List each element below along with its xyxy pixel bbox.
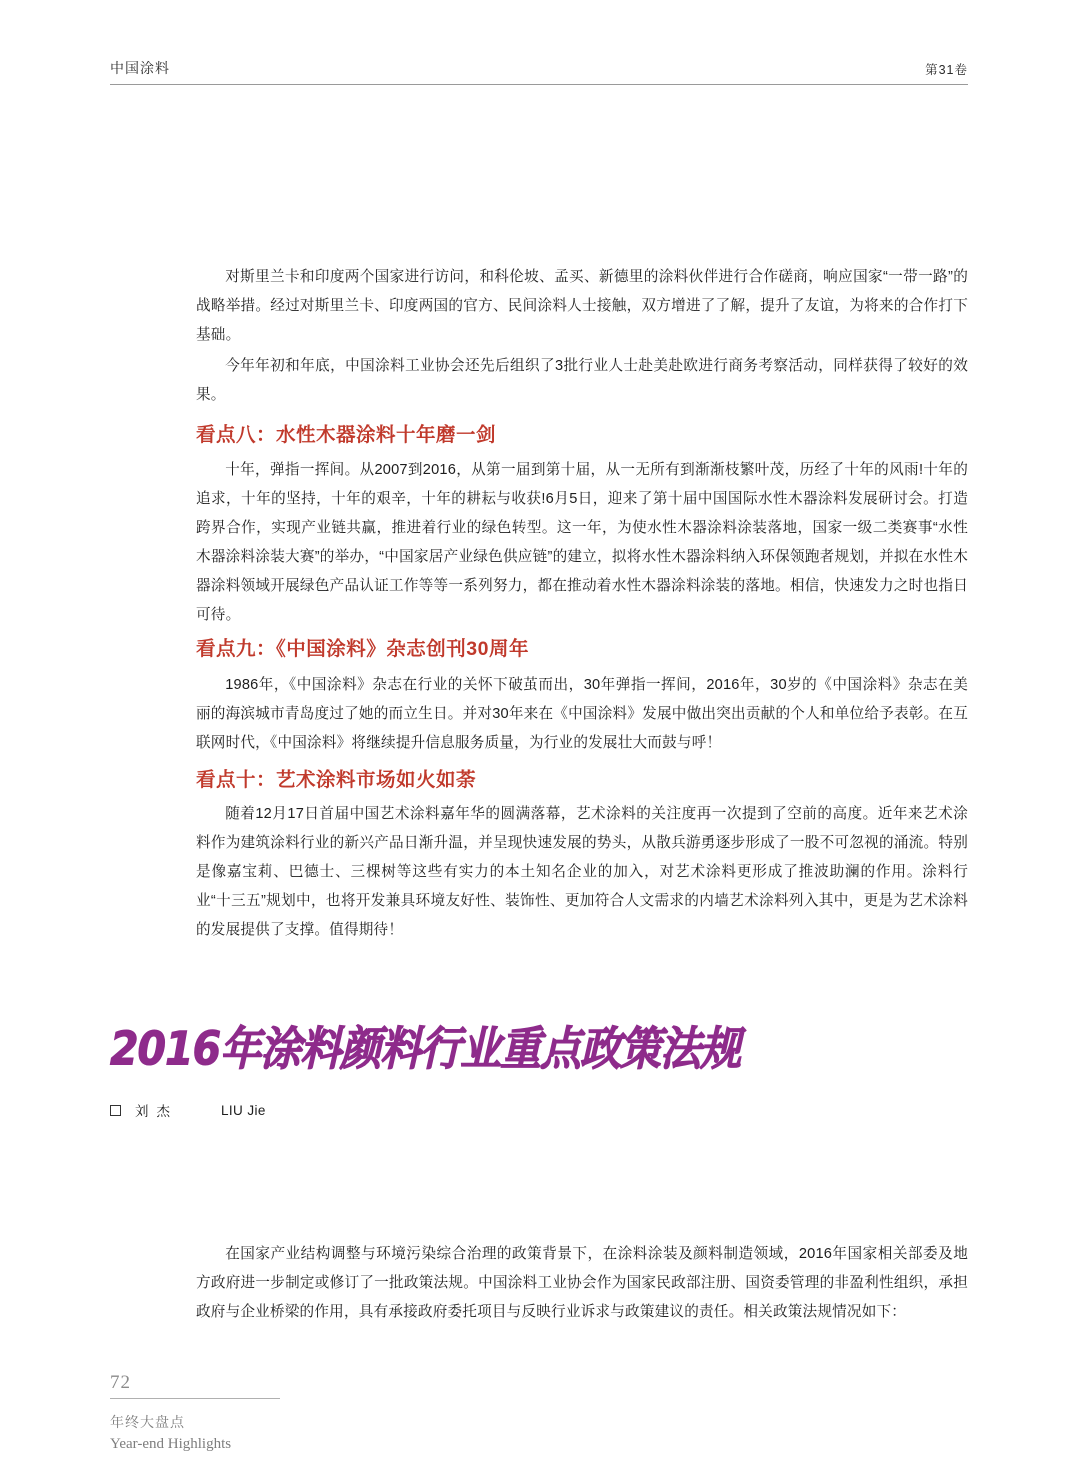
footer-divider bbox=[110, 1398, 280, 1399]
page-footer bbox=[110, 1372, 410, 1394]
running-header bbox=[110, 58, 968, 78]
page-number: 72 bbox=[110, 1372, 131, 1393]
header-divider bbox=[110, 84, 968, 85]
author-pinyin: LIU Jie bbox=[221, 1102, 266, 1118]
paragraph-2: 今年年初和年底，中国涂料工业协会还先后组织了3批行业人士赴美赴欧进行商务考察活动，同样获得了较好的效果。 bbox=[196, 358, 968, 403]
article-title: 2016年涂料颜料行业重点政策法规 bbox=[110, 1022, 741, 1076]
paragraph-4: 1986年，《中国涂料》杂志在行业的关怀下破茧而出，30年弹指一挥间，2016年，30岁的《中国涂料》杂志在美丽的海滨城市青岛度过了她的而立生日。并对30年来在《中国涂料》发展中做出突出贡献的个人和单位给予表彰。在互联网时代，《中国涂料》将继续提升信息服务质量，为行业的发展壮大而鼓与呼！ bbox=[196, 677, 968, 751]
author-name: 刘杰 bbox=[135, 1104, 178, 1119]
paragraph-3: 十年，弹指一挥间。从2007到2016，从第一届到第十届，从一无所有到渐渐枝繁叶茂，历经了十年的风雨!十年的追求，十年的坚持，十年的艰辛，十年的耕耘与收获!6月5日，迎来了第十届中国国际水性木器涂料发展研讨会。打造跨界合作，实现产业链共赢，推进着行业的绿色转型。这一年，为使水性木器涂料涂装落地，国家一级二类赛事“水性木器涂料涂装大赛”的举办，“中国家居产业绿色供应链”的建立，拟将水性木器涂料纳入环保领跑者规划，并拟在水性木器涂料领域开展绿色产品认证工作等等一系列努力，都在推动着水性木器涂料涂装的落地。相信，快速发力之时也指日可待。 bbox=[196, 462, 968, 623]
byline bbox=[110, 1100, 266, 1120]
section-heading-10: 看点十：艺术涂料市场如火如荼 bbox=[196, 769, 477, 791]
footer-section-labels bbox=[110, 1404, 410, 1453]
header-volume: 第31卷 bbox=[925, 63, 968, 77]
paragraph-6: 在国家产业结构调整与环境污染综合治理的政策背景下，在涂料涂装及颜料制造领域，2016年国家相关部委及地方政府进一步制定或修订了一批政策法规。中国涂料工业协会作为国家民政部注册、国资委管理的非盈利性组织，承担政府与企业桥梁的作用，具有承接政府委托项目与反映行业诉求与政策建议的责任。相关政策法规情况如下： bbox=[196, 1246, 968, 1320]
section-heading-9: 看点九：《中国涂料》杂志创刊30周年 bbox=[196, 638, 529, 660]
footer-section-en: Year-end Highlights bbox=[110, 1436, 232, 1452]
square-bullet-icon bbox=[110, 1105, 121, 1116]
paragraph-5: 随着12月17日首届中国艺术涂料嘉年华的圆满落幕，艺术涂料的关注度再一次提到了空前的高度。近年来艺术涂料作为建筑涂料行业的新兴产品日渐升温，并呈现快速发展的势头，从散兵游勇逐步形成了一股不可忽视的涌流。特别是像嘉宝莉、巴德士、三棵树等这些有实力的本土知名企业的加入，对艺术涂料更形成了推波助澜的作用。涂料行业“十三五”规划中，也将开发兼具环境友好性、装饰性、更加符合人文需求的内墙艺术涂料列入其中，更是为艺术涂料的发展提供了支撑。值得期待！ bbox=[196, 806, 968, 938]
header-journal-name: 中国涂料 bbox=[110, 60, 170, 76]
paragraph-1: 对斯里兰卡和印度两个国家进行访问，和科伦坡、孟买、新德里的涂料伙伴进行合作磋商，响应国家“一带一路”的战略举措。经过对斯里兰卡、印度两国的官方、民间涂料人士接触，双方增进了了解，提升了友谊，为将来的合作打下基础。 bbox=[196, 269, 968, 343]
footer-section-cn: 年终大盘点 bbox=[110, 1414, 185, 1430]
section-heading-8: 看点八：水性木器涂料十年磨一剑 bbox=[196, 424, 497, 446]
